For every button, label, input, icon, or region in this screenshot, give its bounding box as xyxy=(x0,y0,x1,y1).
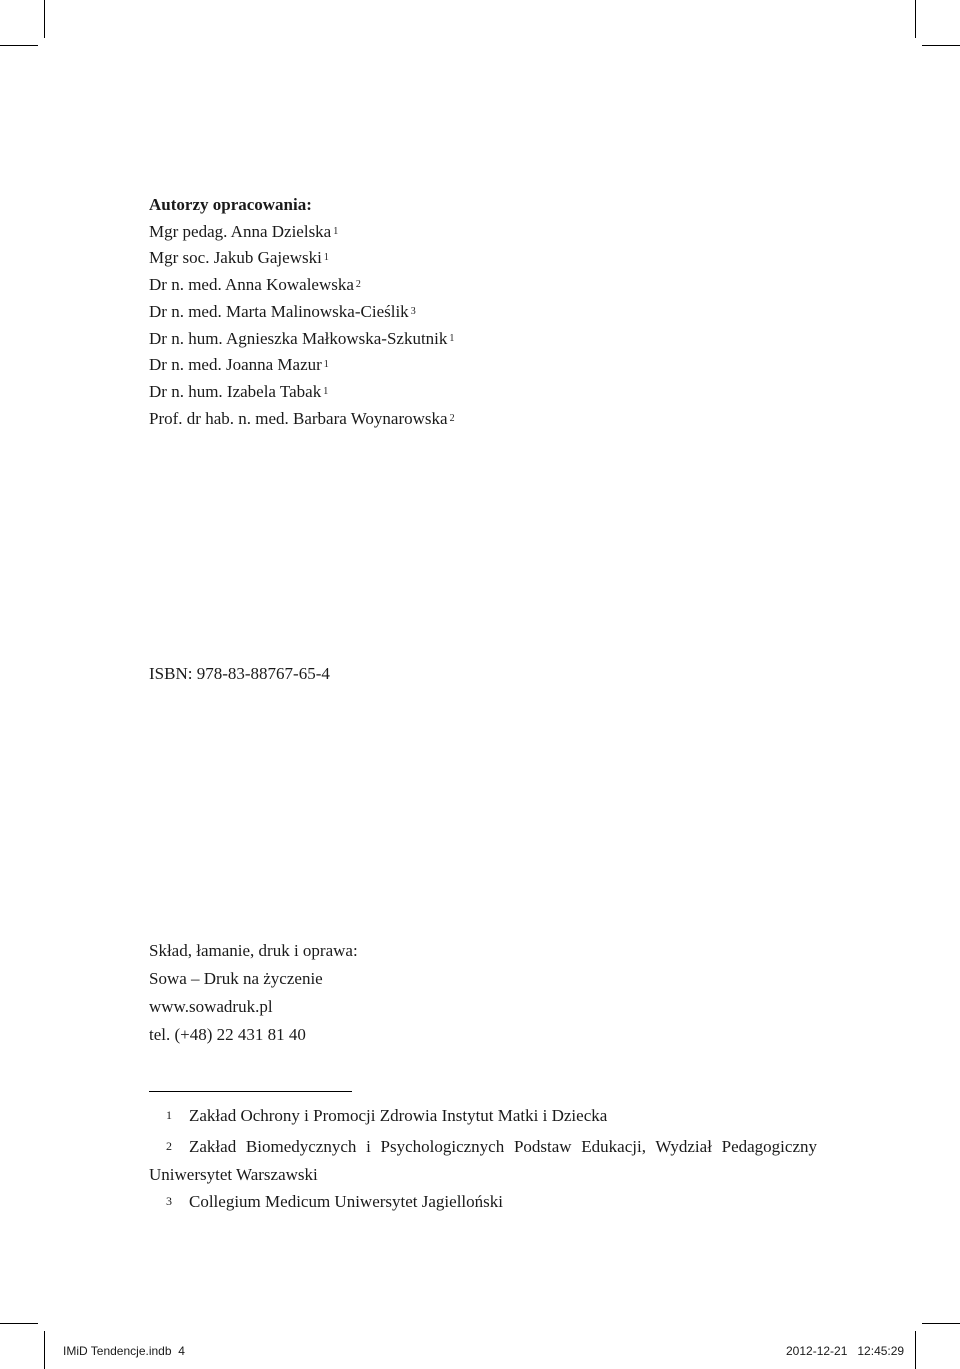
crop-mark-bottom-right-h xyxy=(922,1323,960,1324)
author-line: Dr n. med. Joanna Mazur $^1$ xyxy=(149,355,329,375)
footnote-rule xyxy=(149,1091,352,1092)
footer-page: 4 xyxy=(178,1344,185,1358)
crop-mark-bottom-left xyxy=(44,1331,45,1369)
crop-mark-bottom-right xyxy=(915,1331,916,1369)
colophon xyxy=(149,937,358,1049)
crop-mark-top-right xyxy=(915,0,916,38)
footnote-1: 1 Zakład Ochrony i Promocji Zdrowia Instytut Matki i Dziecka xyxy=(166,1106,608,1125)
author-line: Mgr pedag. Anna Dzielska $^1$ xyxy=(149,221,339,241)
footnote-2: 2 Zakład Biomedycznych i Psychologicznych Podstaw Edukacji, Wydział Pedagogiczny Uniwersytet Warszawski xyxy=(149,1137,817,1184)
authors-block xyxy=(149,192,455,432)
colophon-phone: tel. (+48) 22 431 81 40 xyxy=(149,1025,306,1044)
author-line: Mgr soc. Jakub Gajewski $^1$ xyxy=(149,248,329,268)
authors-heading: Autorzy opracowania: xyxy=(149,195,312,214)
isbn: ISBN: 978-83-88767-65-4 xyxy=(149,664,330,683)
crop-mark-top-right-h xyxy=(922,45,960,46)
footer-timestamp: 2012-12-21 12:45:29 xyxy=(786,1344,905,1358)
author-line: Prof. dr hab. n. med. Barbara Woynarowska $^2$ xyxy=(149,408,455,428)
footnote-3: 3 Collegium Medicum Uniwersytet Jagielloński xyxy=(166,1192,503,1211)
colophon-company: Sowa – Druk na życzenie xyxy=(149,969,323,988)
print-footer-file xyxy=(63,1344,185,1358)
author-line: Dr n. hum. Izabela Tabak $^1$ xyxy=(149,381,329,401)
footer-filename: IMiD Tendencje.indb xyxy=(63,1344,172,1358)
author-line: Dr n. med. Marta Malinowska-Cieślik $^3$ xyxy=(149,301,416,321)
crop-mark-bottom-left-h xyxy=(0,1323,38,1324)
colophon-label: Skład, łamanie, druk i oprawa: xyxy=(149,941,358,960)
crop-mark-top-left-h xyxy=(0,45,38,46)
author-line: Dr n. med. Anna Kowalewska $^2$ xyxy=(149,275,361,295)
author-line: Dr n. hum. Agnieszka Małkowska-Szkutnik $^1$ xyxy=(149,328,455,348)
crop-mark-top-left xyxy=(44,0,45,38)
colophon-website[interactable]: www.sowadruk.pl xyxy=(149,997,273,1016)
